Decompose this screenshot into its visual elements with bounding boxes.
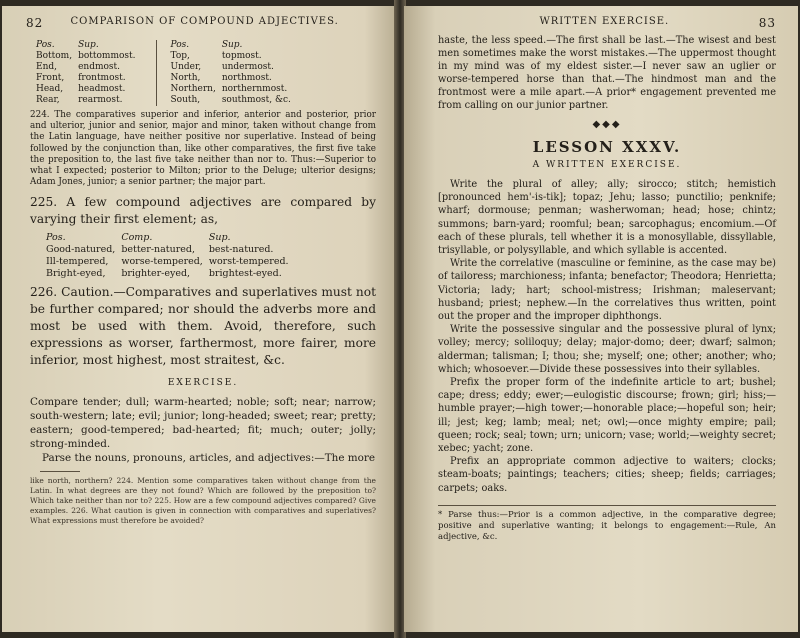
cell: North, xyxy=(170,73,201,83)
cell: best-natured. xyxy=(208,244,274,256)
column-header: Pos. xyxy=(46,232,66,244)
table-row xyxy=(171,62,297,73)
cell: rearmost. xyxy=(78,95,123,105)
table-row xyxy=(36,51,142,62)
cell: bottommost. xyxy=(78,51,136,61)
cell: Head, xyxy=(36,84,64,94)
page-number: 82 xyxy=(26,16,44,30)
review-questions: like north, northern? 224. Mention some comparatives taken without change from the Latin. In what degrees are they not found? Which are followed by the preposition to? Which take neither than nor to? 225. How are a few compound adjectives compared? Give examples. 226. What caution is given in connection with comparatives and superlatives? What expressions must therefore be avoided? xyxy=(30,475,376,525)
table-row xyxy=(36,73,142,84)
compound-comparison-table xyxy=(46,232,295,280)
superlative-tables xyxy=(36,40,376,106)
section-226: 226. Caution.—Comparatives and superlatives must not be further compared; nor should the adverbs more and most be used with them. Avoid, therefore, such expressions as worser, farthermost, more fairer, more inferior, most highest, most straitest, &c. xyxy=(30,285,376,368)
lesson-title: LESSON XXXV. xyxy=(532,138,682,157)
column-header: Pos. xyxy=(170,40,190,50)
cell: northmost. xyxy=(221,73,272,83)
left-page xyxy=(2,6,396,632)
cell: Under, xyxy=(170,62,202,72)
cell: northernmost. xyxy=(221,84,288,94)
cell: headmost. xyxy=(78,84,126,94)
exercise-article: Prefix the proper form of the indefinite article to art; bushel; cape; dress; eddy; ewer;—eulogistic discourse; frown; girl; hiss;—humble prayer;—high tower;—honorable place;—hopeful son; heir; ill; jest; keg; lamb; meal; net; owl;—once mighty empire; pail; queen; rock; seal; town; urn; unicorn; vase; world;—weighty secret; xebec; yacht; zone. xyxy=(438,376,776,454)
table-row xyxy=(171,73,297,84)
column-divider xyxy=(156,40,157,106)
left-running-head xyxy=(2,6,396,30)
running-head-title: COMPARISON OF COMPOUND ADJECTIVES. xyxy=(70,16,339,27)
superlative-table-2 xyxy=(171,40,297,106)
running-head-title: WRITTEN EXERCISE. xyxy=(539,16,670,27)
left-content xyxy=(2,30,396,526)
exercise-plural: Write the plural of alley; ally; sirocco; stitch; hemistich [pronounced hem'-is-tik]; topaz; Jehu; lasso; punctilio; penknife; wharf; dormouse; penman; washerwoman; head; hose; chintz; summons; barn-yard; roomful; bean; sarcophagus; encomium.—Of each of these plurals, tell whether it is a monosyllable, dissyllable, trisyllable, or polysyllable, and which syllable is accented. xyxy=(438,178,776,256)
section-225: 225. A few compound adjectives are compared by varying their first element; as, xyxy=(30,195,376,227)
cell: Top, xyxy=(170,51,190,61)
cell: Front, xyxy=(36,73,65,83)
exercise-correlative: Write the correlative (masculine or feminine, as the case may be) of tailoress; marchioness; infanta; benefactor; Theodora; Henrietta; Victoria; lady; hart; school-mistress; Irishman; maleservant; husband; priest; nephew.—In the correlatives thus written, point out the proper and the improper diphthongs. xyxy=(438,258,776,322)
footnote-rule xyxy=(40,471,80,472)
right-content xyxy=(404,30,798,543)
column-header: Comp. xyxy=(121,232,153,244)
right-running-head xyxy=(404,6,798,30)
cell: brighter-eyed, xyxy=(121,268,191,280)
cell: southmost, &c. xyxy=(221,95,291,105)
table-row xyxy=(46,256,295,268)
table-row xyxy=(46,268,295,280)
table-row xyxy=(46,244,295,256)
footnote: * Parse thus:—Prior is a common adjective, in the comparative degree; positive and superlative wanting; it belongs to engagement:—Rule, An adjective, &c. xyxy=(438,505,776,543)
exercise-possessive: Write the possessive singular and the possessive plural of lynx; volley; mercy; soliloquy; delay; major-domo; deer; dwarf; salmon; alderman; talisman; I; thou; she; myself; one; other; another; who; which; whosoever.—Divide these possessives into their syllables. xyxy=(438,324,776,375)
table-row xyxy=(171,95,297,106)
section-224: 224. The comparatives superior and inferior, anterior and posterior, prior and ulterior, junior and senior, major and minor, taken without change from the Latin language, have neither positive nor superlative. Instead of being followed by the conjunction than, like other comparatives, the first five take the preposition to, the last five take neither than nor to. Thus:—Superior to what I expected; posterior to Milton; prior to the Deluge; ulterior designs; Adam Jones, junior; a senior partner; the major part. xyxy=(30,110,376,188)
cell: topmost. xyxy=(221,51,262,61)
ornament-divider: ◆◆◆ xyxy=(592,119,622,130)
cell: endmost. xyxy=(78,62,121,72)
cell: frontmost. xyxy=(78,73,126,83)
table-row xyxy=(171,51,297,62)
superlative-table-1 xyxy=(36,40,142,106)
exercise-text: Compare tender; dull; warm-hearted; noble; soft; near; narrow; south-western; late; evil; junior; long-headed; sweet; rear; pretty; eastern; good-tempered; bad-hearted; fit; much; outer; jolly; strong-minded. xyxy=(30,395,376,450)
cell: Ill-tempered, xyxy=(46,256,109,268)
table-row xyxy=(36,62,142,73)
table-row xyxy=(36,84,142,95)
cell: Bright-eyed, xyxy=(46,268,106,280)
cell: End, xyxy=(36,62,57,72)
table-row xyxy=(36,95,142,106)
cell: worse-tempered, xyxy=(121,256,203,268)
cell: Rear, xyxy=(36,95,60,105)
column-header: Sup. xyxy=(78,40,99,50)
column-header: Sup. xyxy=(221,40,243,50)
column-header: Sup. xyxy=(208,232,231,244)
column-header: Pos. xyxy=(36,40,55,50)
exercise-title: EXERCISE. xyxy=(167,378,239,389)
cell: Good-natured, xyxy=(46,244,116,256)
table-row xyxy=(171,84,297,95)
exercise-adjective: Prefix an appropriate common adjective to waiters; clocks; steam-boats; paintings; teachers; cities; sheep; fields; carriages; carpets; oaks. xyxy=(438,456,776,494)
right-page xyxy=(404,6,798,632)
page-number: 83 xyxy=(758,16,776,30)
cell: worst-tempered. xyxy=(208,256,289,268)
cell: brightest-eyed. xyxy=(208,268,282,280)
cell: Northern, xyxy=(170,84,216,94)
lesson-subtitle: A WRITTEN EXERCISE. xyxy=(532,159,682,170)
exercise-text-2: Parse the nouns, pronouns, articles, and adjectives:—The more xyxy=(42,451,376,464)
parse-sentences: haste, the less speed.—The first shall be last.—The wisest and best men sometimes make the worst mistakes.—The uppermost thought in my mind was of my eldest sister.—I never saw an uglier or worse-tempered horse than that.—The hindmost man and the frontmost were a mile apart.—A prior* engagement prevented me from calling on our junior partner. xyxy=(438,35,776,111)
cell: Bottom, xyxy=(36,51,73,61)
cell: better-natured, xyxy=(121,244,196,256)
cell: South, xyxy=(170,95,201,105)
cell: undermost. xyxy=(221,62,274,72)
